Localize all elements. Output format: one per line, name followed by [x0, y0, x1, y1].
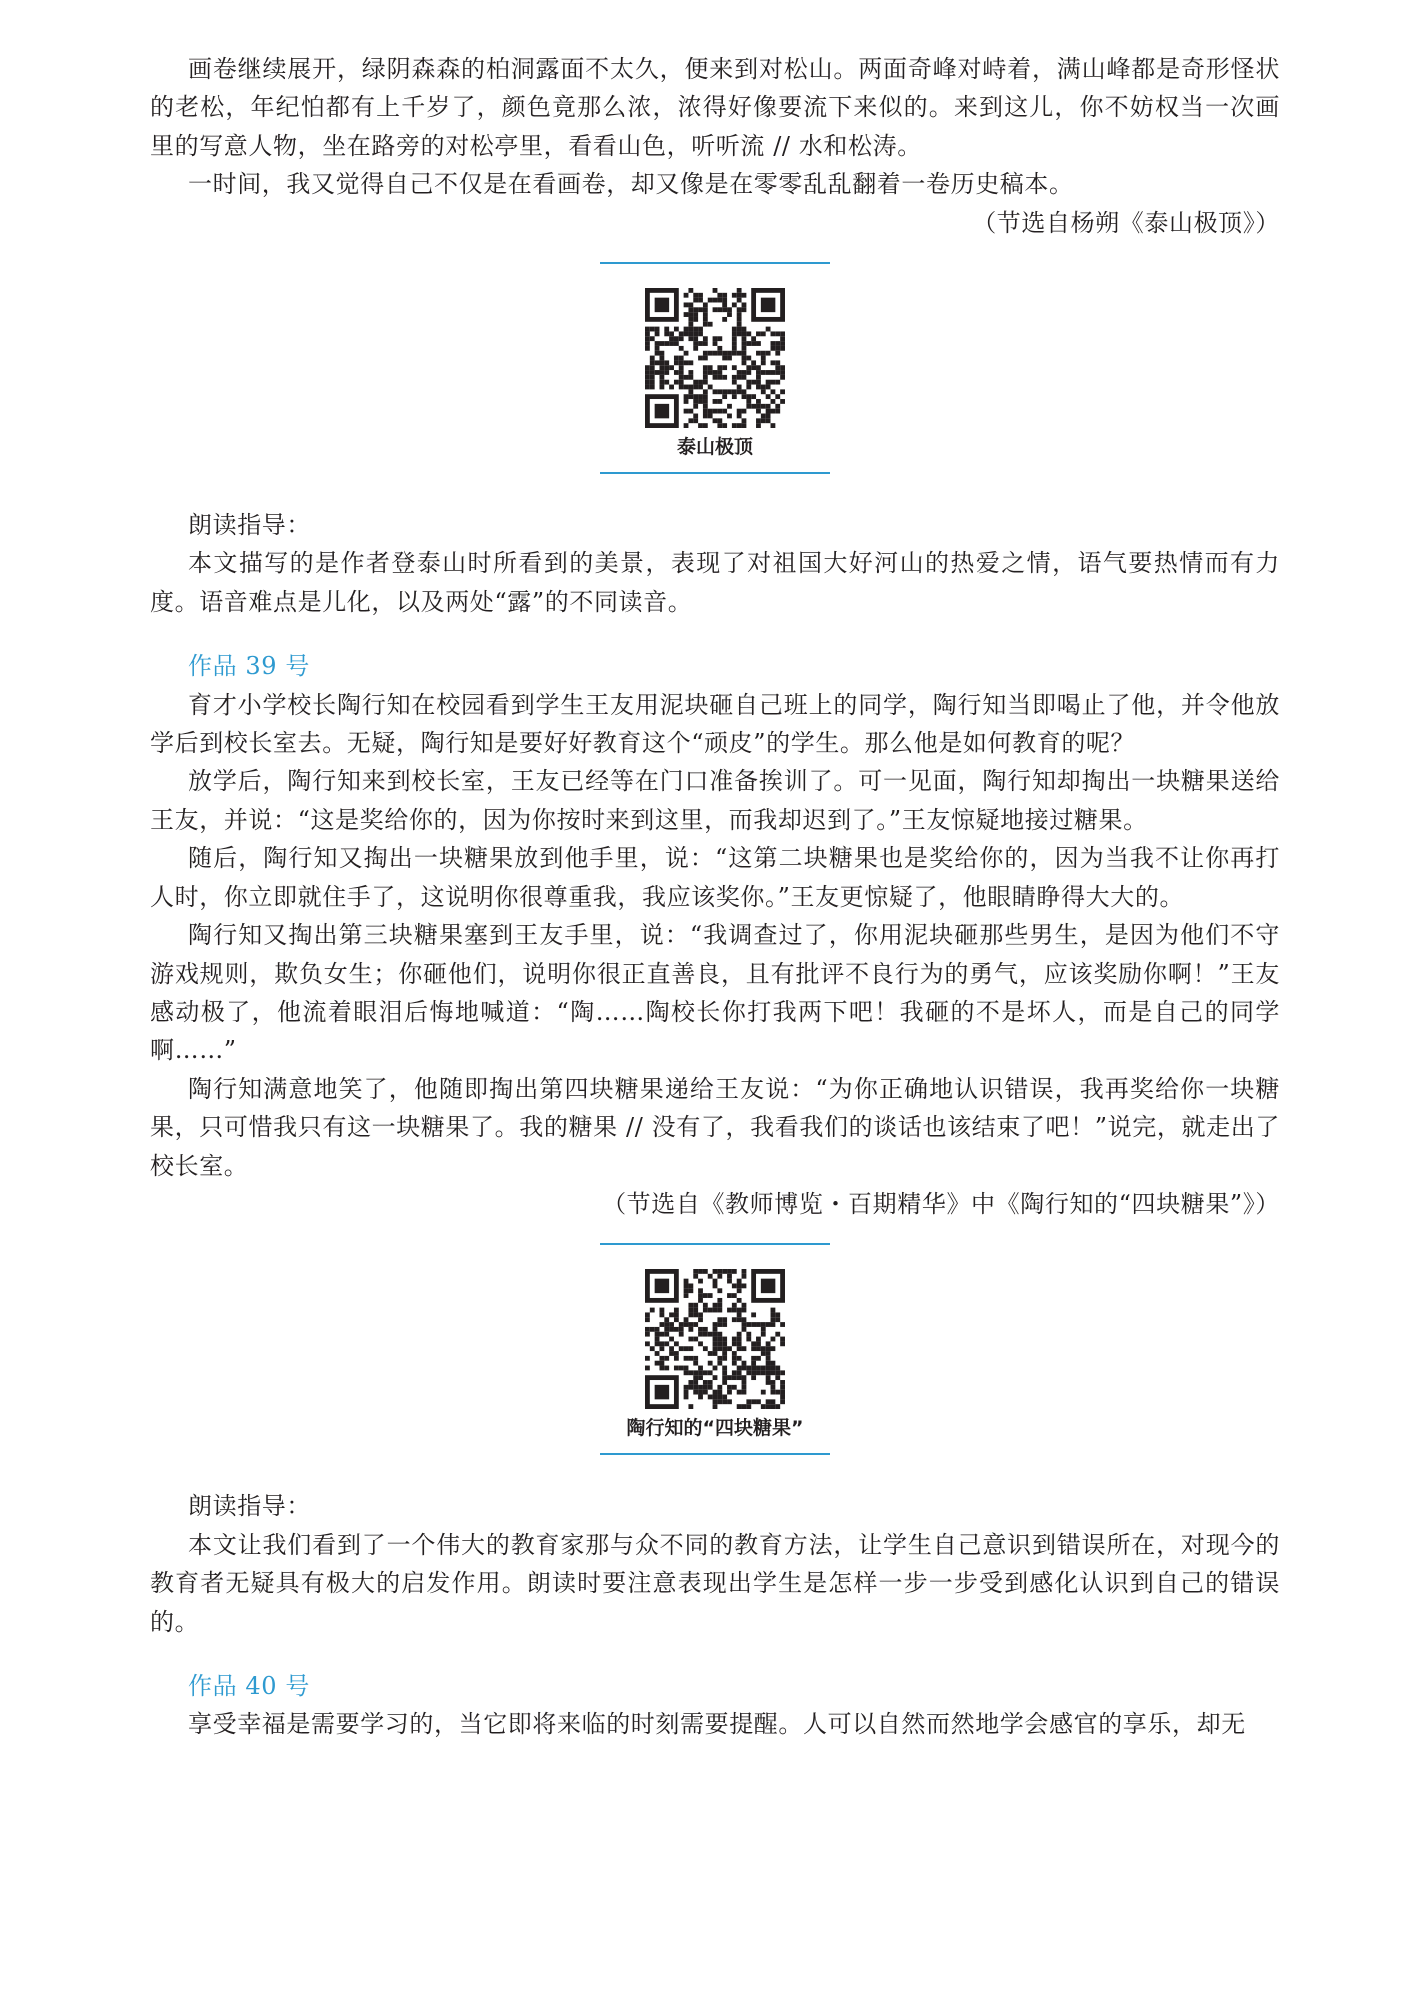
work-title: 作品 39 号: [188, 652, 310, 681]
qr-caption: 陶行知的“四块糖果”: [626, 1417, 804, 1440]
qr-code-block: [600, 1243, 830, 1455]
divider: [600, 262, 830, 264]
reading-guide-text: 本文让我们看到了一个伟大的教育家那与众不同的教育方法，让学生自己意识到错误所在，对现今的教育者无疑具有极大的启发作用。朗读时要注意表现出学生是怎样一步一步受到感化认识到自己的错误的。: [150, 1530, 1280, 1636]
reading-guide-text: 本文描写的是作者登泰山时所看到的美景，表现了对祖国大好河山的热爱之情，语气要热情而有力度。语音难点是儿化，以及两处“露”的不同读音。: [150, 549, 1280, 616]
qr-code-icon[interactable]: [645, 1269, 785, 1409]
paragraph: 陶行知又掏出第三块糖果塞到王友手里，说：“我调查过了，你用泥块砸那些男生，是因为他们不守游戏规则，欺负女生；你砸他们，说明你很正直善良，且有批评不良行为的勇气，应该奖励你啊！”王友感动极了，他流着眼泪后悔地喊道：“陶……陶校长你打我两下吧！我砸的不是坏人，而是自己的同学啊……”: [150, 921, 1280, 1065]
paragraph: 一时间，我又觉得自己不仅是在看画卷，却又像是在零零乱乱翻着一卷历史稿本。: [188, 170, 1074, 199]
divider: [600, 1453, 830, 1455]
paragraph: 随后，陶行知又掏出一块糖果放到他手里，说：“这第二块糖果也是奖给你的，因为当我不让你再打人时，你立即就住手了，这说明你很尊重我，我应该奖你。”王友更惊疑了，他眼睛睁得大大的。: [150, 844, 1280, 911]
paragraph: 画卷继续展开，绿阴森森的柏洞露面不太久，便来到对松山。两面奇峰对峙着，满山峰都是奇形怪状的老松，年纪怕都有上千岁了，颜色竟那么浓，浓得好像要流下来似的。来到这儿，你不妨权当一次画里的写意人物，坐在路旁的对松亭里，看看山色，听听流 // 水和松涛。: [150, 55, 1280, 160]
page-content: [150, 50, 1280, 1744]
paragraph: 陶行知满意地笑了，他随即掏出第四块糖果递给王友说：“为你正确地认识错误，我再奖给你一块糖果，只可惜我只有这一块糖果了。我的糖果 // 没有了，我看我们的谈话也该结束了吧！”说完，就走出了校长室。: [150, 1074, 1280, 1180]
paragraph: 育才小学校长陶行知在校园看到学生王友用泥块砸自己班上的同学，陶行知当即喝止了他，并令他放学后到校长室去。无疑，陶行知是要好好教育这个“顽皮”的学生。那么他是如何教育的呢？: [150, 690, 1280, 758]
qr-code-icon[interactable]: [645, 288, 785, 428]
qr-code-block: [600, 262, 830, 474]
reading-guide-label: 朗读指导：: [188, 1492, 311, 1521]
work-title: 作品 40 号: [188, 1671, 310, 1700]
divider: [600, 1243, 830, 1245]
paragraph: 放学后，陶行知来到校长室，王友已经等在门口准备挨训了。可一见面，陶行知却掏出一块糖果送给王友，并说：“这是奖给你的，因为你按时来到这里，而我却迟到了。”王友惊疑地接过糖果。: [150, 767, 1280, 834]
source-citation: （节选自《教师博览・百期精华》中《陶行知的“四块糖果”》）: [602, 1189, 1280, 1218]
paragraph: 享受幸福是需要学习的，当它即将来临的时刻需要提醒。人可以自然而然地学会感官的享乐，却无: [188, 1710, 1246, 1739]
divider: [600, 472, 830, 474]
qr-caption: 泰山极顶: [676, 436, 753, 459]
source-citation: （节选自杨朔《泰山极顶》）: [972, 208, 1280, 237]
reading-guide-label: 朗读指导：: [188, 511, 311, 540]
